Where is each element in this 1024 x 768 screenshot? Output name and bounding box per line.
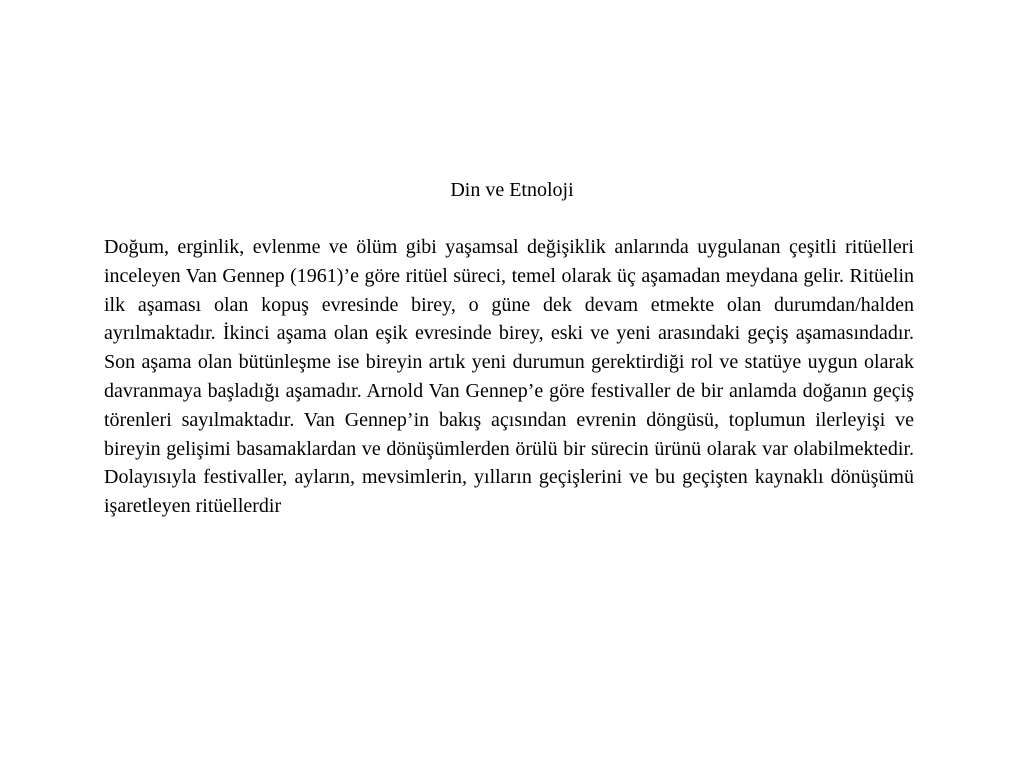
page-title: Din ve Etnoloji [450,179,574,201]
body-paragraph: Doğum, erginlik, evlenme ve ölüm gibi yaşamsal değişiklik anlarında uygulanan çeşitli ritüelleri inceleyen Van Gennep (1961)’e göre ritüel süreci, temel olarak üç aşamadan meydana gelir. Ritüelin ilk aşaması olan kopuş evresinde birey, o güne dek devam etmekte olan durumdan/halden ayrılmaktadır. İkinci aşama olan eşik evresinde birey, eski ve yeni arasındaki geçiş aşamasındadır. Son aşama olan bütünleşme ise bireyin artık yeni durumun gerektirdiği rol ve statüye uygun olarak davranmaya başladığı aşamadır. Arnold Van Gennep’e göre festivaller de bir anlamda doğanın geçiş törenleri sayılmaktadır. Van Gennep’in bakış açısından evrenin döngüsü, toplumun ilerleyişi ve bireyin gelişimi basamaklardan ve dönüşümlerden örülü bir sürecin ürünü olarak var olabilmektedir. Dolayısıyla festivaller, ayların, mevsimlerin, yılların geçişlerini ve bu geçişten kaynaklı dönüşümü işaretleyen ritüellerdir [104,236,914,518]
